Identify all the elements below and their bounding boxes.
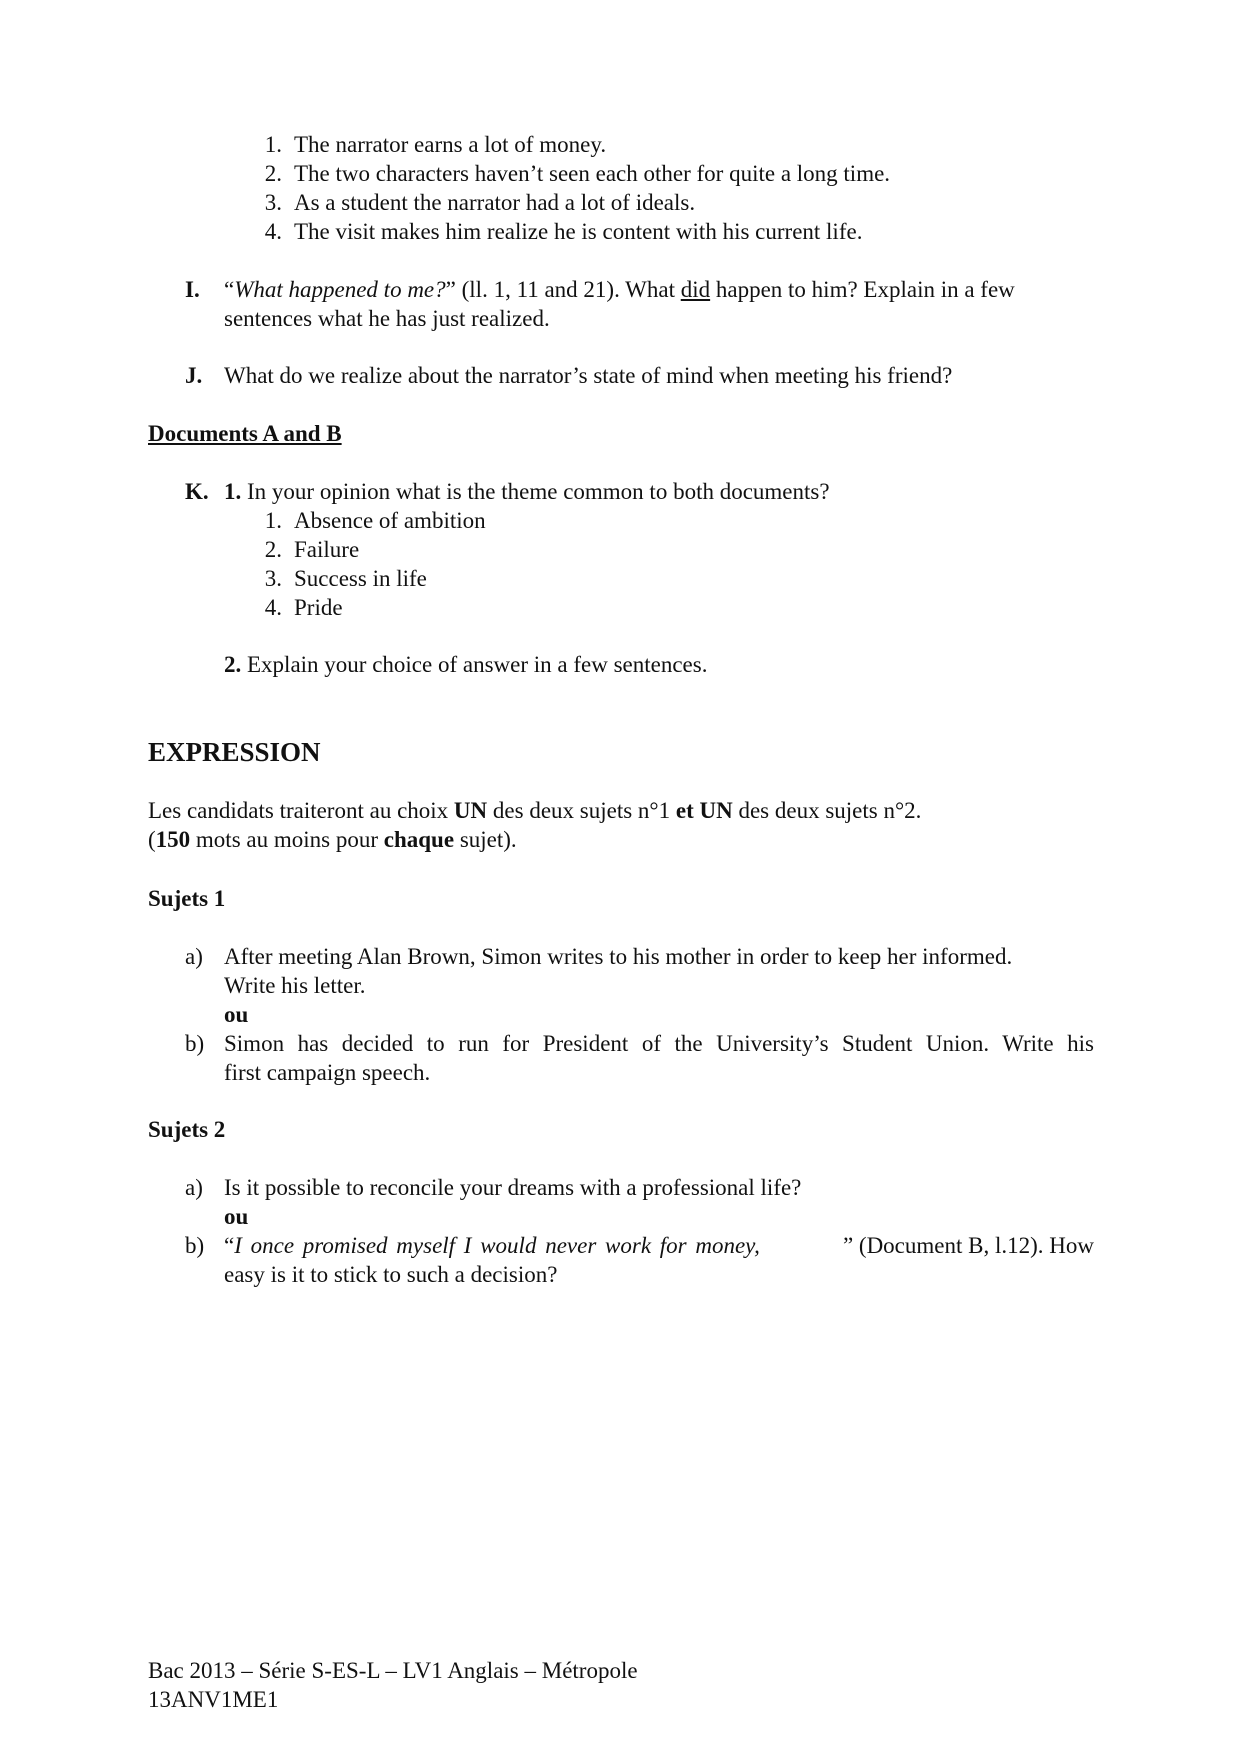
intro-emphasis: 150 (155, 827, 191, 852)
list-item-text: The visit makes him realize he is content with his current life. (294, 219, 863, 244)
sub-question-2 (224, 650, 707, 679)
list-item-text: As a student the narrator had a lot of ideals. (294, 190, 696, 215)
footer-exam-info: Bac 2013 – Série S-ES-L – LV1 Anglais – Métropole (148, 1658, 638, 1683)
emphasis-did: did (680, 277, 711, 302)
list-item-text: Failure (294, 537, 360, 562)
question-i-line2: sentences what he has just realized. (224, 306, 550, 331)
option-text: Write his letter. (224, 973, 366, 998)
intro-text: ( (148, 827, 156, 852)
question-i-line1 (224, 275, 1094, 304)
intro-text: mots au moins pour (190, 827, 384, 852)
question-text: (ll. 1, 11 and 21). What (455, 277, 681, 302)
expression-intro-line1 (148, 796, 921, 825)
list-item-number: 4. (264, 595, 282, 620)
expression-title: EXPRESSION (148, 737, 321, 767)
sub-question-number: 1. (224, 479, 242, 504)
ou-separator: ou (224, 1002, 249, 1027)
intro-emphasis: chaque (383, 827, 455, 852)
option-label: a) (185, 1175, 203, 1200)
question-label: I. (185, 277, 200, 302)
list-item-text: Success in life (294, 566, 427, 591)
list-item-number: 4. (264, 219, 282, 244)
expression-intro-line2 (148, 825, 517, 854)
option-line (224, 1231, 1094, 1260)
sujets-1-heading: Sujets 1 (148, 886, 226, 911)
list-item-text: Absence of ambition (294, 508, 486, 533)
list-item-number: 1. (264, 132, 282, 157)
question-text: What do we realize about the narrator’s state of mind when meeting his friend? (224, 363, 953, 388)
option-text: Is it possible to reconcile your dreams with a professional life? (224, 1175, 802, 1200)
question-text: happen to him? Explain in a few (710, 277, 1015, 302)
intro-emphasis: UN (453, 798, 488, 823)
option-label: b) (185, 1031, 205, 1056)
option-text: After meeting Alan Brown, Simon writes to his mother in order to keep her informed. (224, 944, 1013, 969)
list-item-number: 2. (264, 161, 282, 186)
list-item-number: 1. (264, 508, 282, 533)
footer-code: 13ANV1ME1 (148, 1687, 279, 1712)
list-item-number: 2. (264, 537, 282, 562)
section-heading: Documents A and B (148, 421, 342, 446)
option-label: b) (185, 1233, 205, 1258)
sujets-2-heading: Sujets 2 (148, 1117, 226, 1142)
option-text: Simon has decided to run for President of the University’s Student Union. Write his (224, 1031, 1094, 1056)
list-item-text: The two characters haven’t seen each other for quite a long time. (294, 161, 891, 186)
list-item-text: Pride (294, 595, 343, 620)
quote-text: What happened to me? (234, 277, 446, 302)
question-label: K. (185, 479, 209, 504)
open-quote: “ (224, 277, 235, 302)
option-quote (224, 1231, 760, 1260)
intro-emphasis: et UN (675, 798, 733, 823)
ou-separator: ou (224, 1204, 249, 1229)
option-label: a) (185, 944, 203, 969)
close-quote: ” (445, 277, 456, 302)
intro-text: sujet). (454, 827, 517, 852)
option-text: ” (Document B, l.12). How (842, 1233, 1094, 1258)
sub-question-text: In your opinion what is the theme common to both documents? (241, 479, 830, 504)
list-item-number: 3. (264, 566, 282, 591)
open-quote: “ (224, 1233, 235, 1258)
option-text: easy is it to stick to such a decision? (224, 1262, 558, 1287)
option-text: first campaign speech. (224, 1060, 431, 1085)
intro-text: Les candidats traiteront au choix (148, 798, 454, 823)
intro-text: des deux sujets n°1 (487, 798, 676, 823)
sub-question-1 (224, 477, 830, 506)
sub-question-text: Explain your choice of answer in a few sentences. (241, 652, 708, 677)
list-item-number: 3. (264, 190, 282, 215)
list-item-text: The narrator earns a lot of money. (294, 132, 607, 157)
intro-text: des deux sujets n°2. (732, 798, 922, 823)
quote-text: I once promised myself I would never work for money, (234, 1233, 760, 1258)
question-label: J. (185, 363, 203, 388)
sub-question-number: 2. (224, 652, 242, 677)
